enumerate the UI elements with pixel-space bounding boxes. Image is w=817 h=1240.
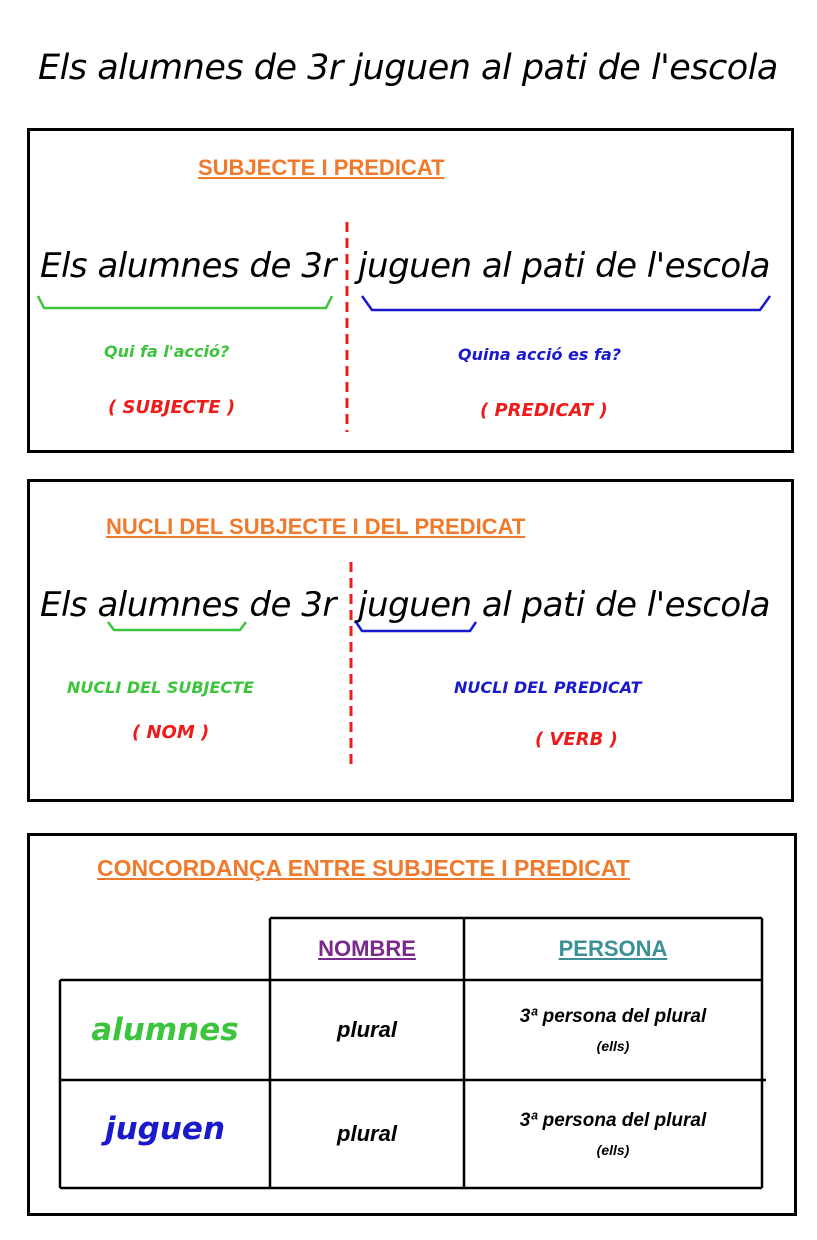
row1-nombre: plural <box>337 1017 397 1042</box>
agreement-table-grid <box>60 918 766 1188</box>
subject-nucleus-label: NUCLI DEL SUBJECTE <box>67 678 254 697</box>
section1-heading: SUBJECTE I PREDICAT <box>198 155 445 180</box>
section3-heading: CONCORDANÇA ENTRE SUBJECTE I PREDICAT <box>97 855 630 881</box>
predicate-type-label: ( VERB ) <box>535 729 618 750</box>
predicate-nucleus-label: NUCLI DEL PREDICAT <box>454 678 642 697</box>
predicate-bracket <box>362 296 770 310</box>
predicate-label: ( PREDICAT ) <box>480 400 608 421</box>
row2-word: juguen <box>104 1111 226 1147</box>
sentence-els: Els <box>40 585 98 625</box>
subject-bracket <box>38 296 332 308</box>
predicate-nucleus-underline <box>356 622 476 631</box>
main-title: Els alumnes de 3r juguen al pati de l'escola <box>38 48 778 88</box>
predicate-part: juguen al pati de l'escola <box>358 246 770 286</box>
sentence-de3r: de 3r <box>239 585 336 625</box>
nombre-header-text: NOMBRE <box>318 936 416 961</box>
subject-nucleus-underline <box>108 622 246 630</box>
row1-persona-note: (ells) <box>596 1038 630 1054</box>
row2-persona-note: (ells) <box>596 1142 630 1158</box>
row1-persona: 3ª persona del plural <box>519 1006 707 1027</box>
row1-word: alumnes <box>91 1012 239 1048</box>
subject-nucleus-word: alumnes <box>97 585 240 625</box>
subject-part: Els alumnes de 3r <box>40 246 336 286</box>
subject-type-label: ( NOM ) <box>132 722 210 743</box>
subject-label: ( SUBJECTE ) <box>108 397 236 418</box>
predicate-question: Quina acció es fa? <box>458 345 622 364</box>
persona-header-text: PERSONA <box>558 936 668 961</box>
sentence-rest: al pati de l'escola <box>471 585 771 625</box>
row2-persona: 3ª persona del plural <box>519 1110 707 1131</box>
predicate-nucleus-word: juguen <box>358 585 472 625</box>
row2-nombre: plural <box>337 1121 397 1146</box>
section2-heading: NUCLI DEL SUBJECTE I DEL PREDICAT <box>106 514 526 539</box>
subject-question: Qui fa l'acció? <box>104 342 230 361</box>
